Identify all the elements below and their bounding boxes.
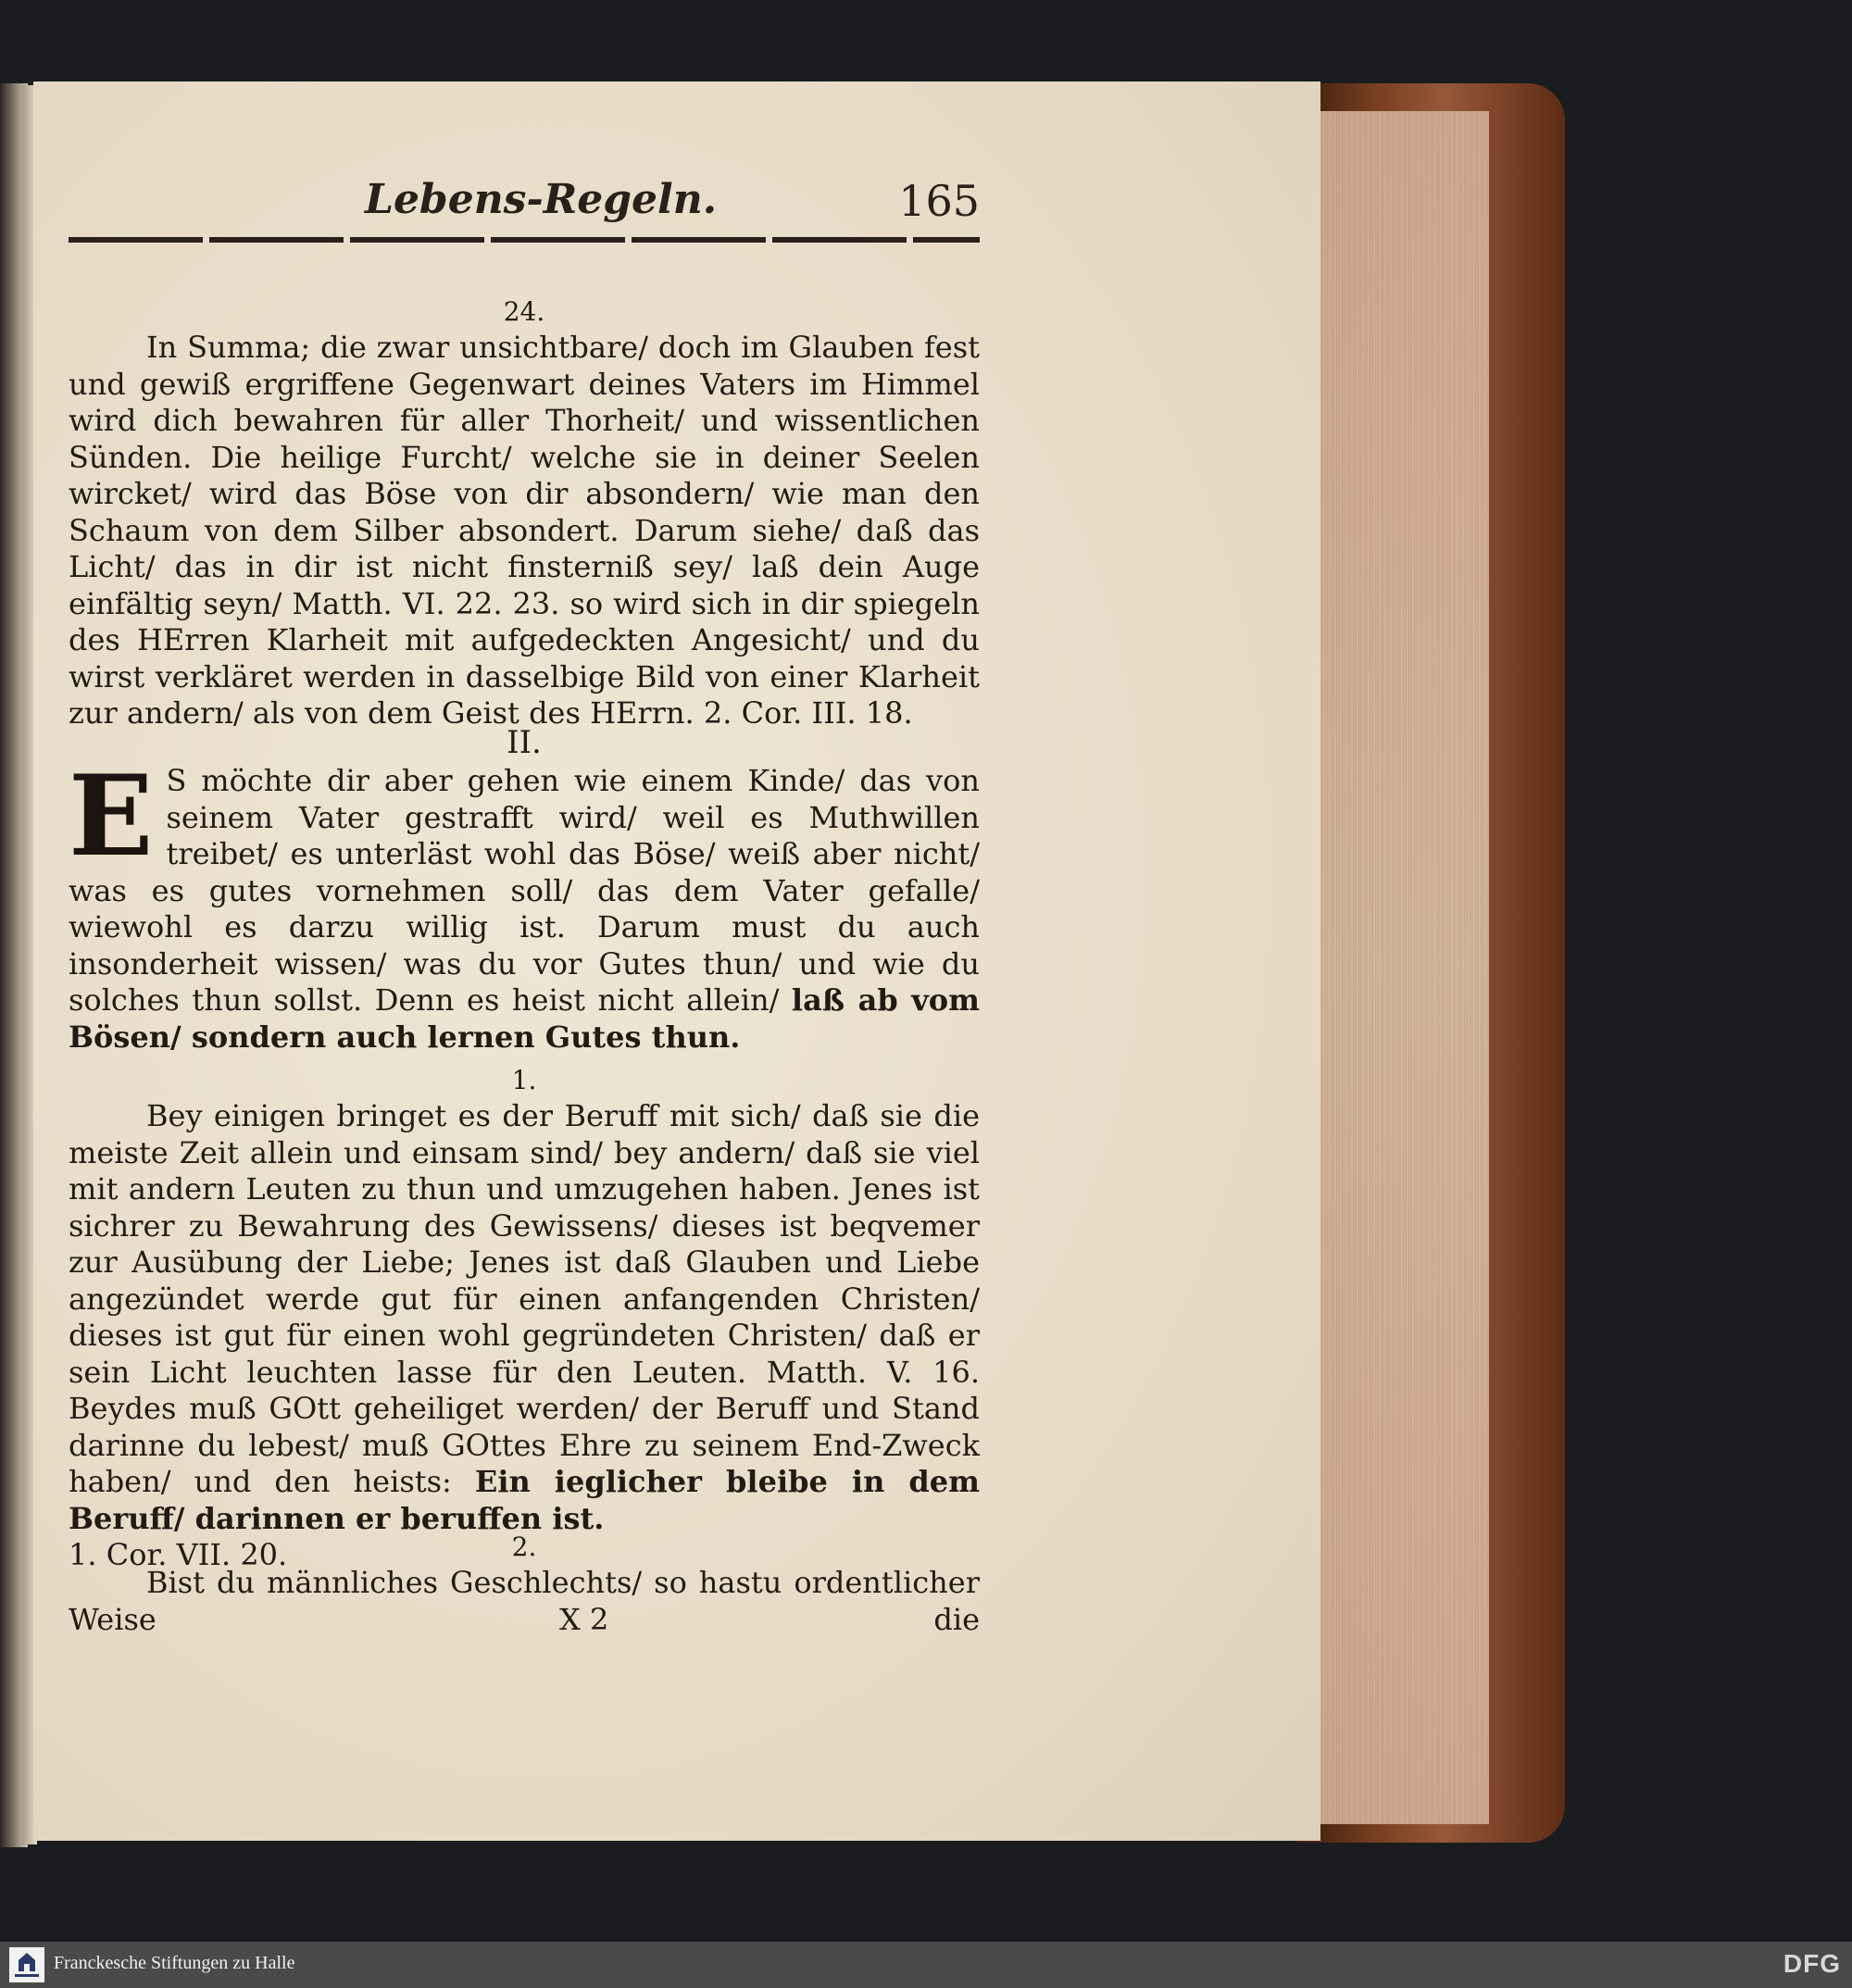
foundation-logo-icon[interactable] — [9, 1947, 44, 1982]
drop-capital: E — [69, 751, 154, 881]
section-1-emphasis: Ein ieglicher bleibe in dem Beruff/ darinnen er beruffen ist. — [69, 1464, 980, 1536]
section-24 — [69, 294, 980, 732]
part-2-text — [69, 751, 981, 1056]
institution-link[interactable]: Franckesche Stiftungen zu Halle — [54, 1953, 295, 1973]
section-24-text: In Summa; die zwar unsichtbare/ doch im Glauben fest und gewiß ergriffene Gegenwart deines Vaters im Himmel wird dich bewahren für aller Thorheit/ und wissentlichen Sünden. Die heilige Furcht/ welche sie in deiner Seelen wircket/ wird das Böse von dir absondern/ wie man den Schaum von dem Silber absondert. Darum siehe/ daß das Licht/ das in dir ist nicht finsterniß sey/ laß dein Auge einfältig seyn/ Matth. VI. 22. 23. so wird sich in dir spiegeln des HErren Klarheit mit aufgedeckten Angesicht/ und du wirst verkläret werden in dasselbige Bild von einer Klarheit zur andern/ als von dem Geist des HErrn. 2. Cor. III. 18. — [69, 330, 980, 731]
signature-mark: X 2 — [559, 1602, 609, 1637]
page-header — [69, 176, 980, 250]
footer-bar — [0, 1942, 1852, 1988]
page-number: 165 — [898, 176, 980, 226]
running-head: Lebens-Regeln. — [365, 176, 718, 223]
part-2 — [69, 722, 980, 1056]
section-number: 2. — [511, 1532, 537, 1562]
section-1-reference: 1. Cor. VII. 20. — [69, 1537, 288, 1572]
signature-line — [69, 1602, 980, 1639]
catchword: die — [933, 1602, 980, 1637]
section-1 — [69, 1063, 980, 1574]
header-rule — [69, 237, 980, 243]
part-2-emphasis: laß ab vom Bösen/ sondern auch lernen Gutes thun. — [69, 982, 981, 1055]
section-1-text — [69, 1098, 980, 1537]
part-heading: II. — [507, 724, 542, 761]
section-2-text: Bist du männliches Geschlechts/ so hastu ordentlicher Weise — [69, 1565, 980, 1637]
page-edges — [1293, 111, 1489, 1824]
section-number: 24. — [503, 296, 545, 327]
section-number: 1. — [511, 1065, 537, 1095]
part-2-body: S möchte dir aber gehen wie einem Kinde/ das von seinem Vater gestrafft wird/ weil es Muthwillen treibet/ es unterläst wohl das Böse/ weiß aber nicht/ was es gutes vornehmen soll/ das dem Vater gefalle/ wiewohl es darzu willig ist. Darum must du auch insonderheit wissen/ was du vor Gutes thun/ und wie du solches thun sollst. Denn es heist nicht allein/ — [69, 763, 980, 1018]
dfg-logo[interactable]: DFG — [1783, 1949, 1841, 1978]
section-1-body: Bey einigen bringet es der Beruff mit sich/ daß sie die meiste Zeit allein und einsam sind/ bey andern/ daß sie viel mit andern Leuten zu thun und umzugehen haben. Jenes ist sichrer zu Bewahrung des Gewissens/ dieses ist beqvemer zur Ausübung der Liebe; Jenes ist daß Glauben und Liebe angezündet werde gut für einen anfangenden Christen/ dieses ist gut für einen wohl gegründeten Christen/ daß er sein Licht leuchten lasse für den Leuten. Matth. V. 16. Beydes muß GOtt geheiliget werden/ der Beruff und Stand darinne du lebest/ muß GOttes Ehre zu seinem End-Zweck haben/ und den heists: — [69, 1098, 980, 1499]
